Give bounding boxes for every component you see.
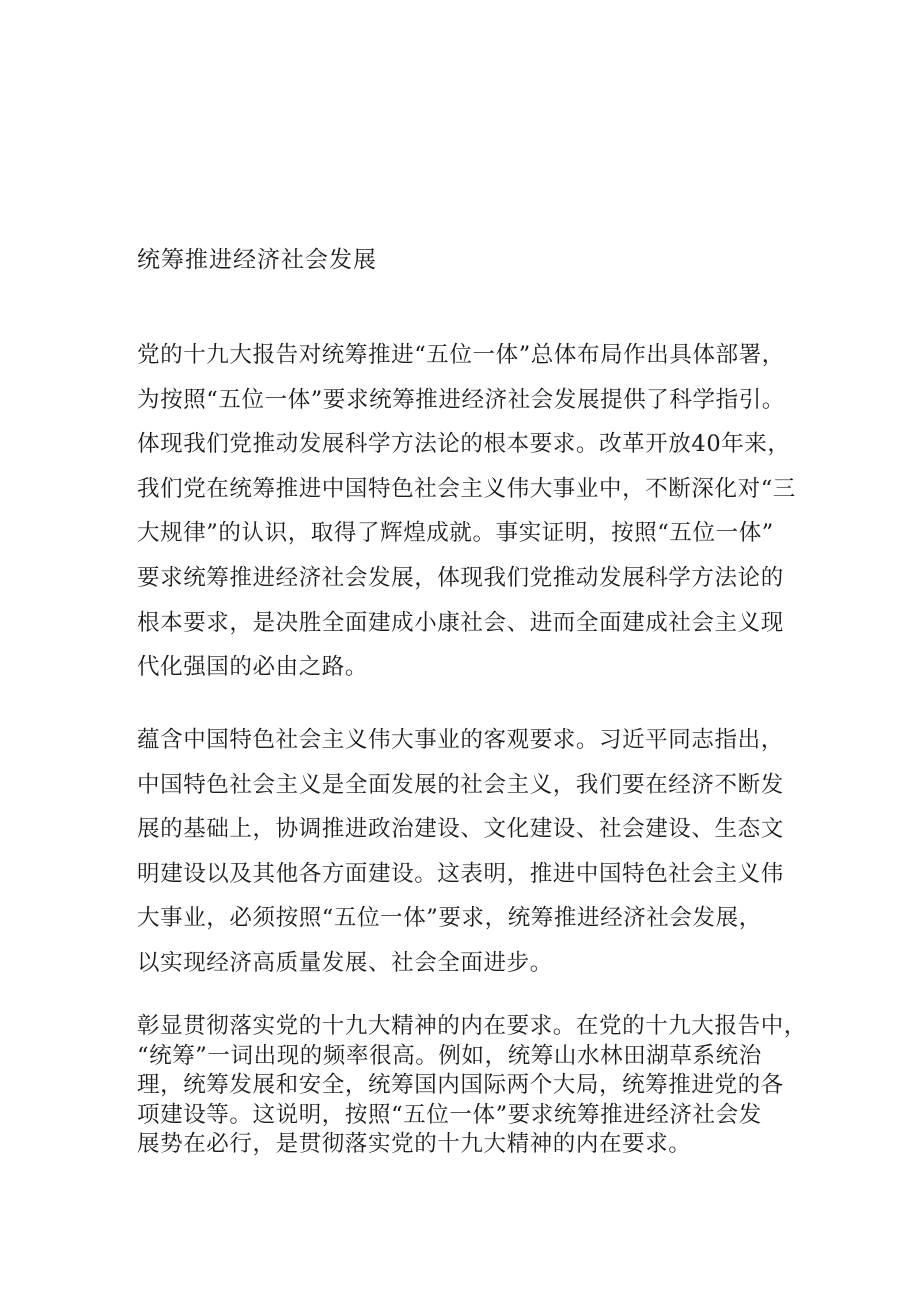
text-line: 为按照“五位一体”要求统筹推进经济社会发展提供了科学指引。 [137, 386, 785, 413]
text-line: 以实现经济高质量发展、社会全面进步。 [137, 949, 553, 976]
text-line: “统筹”一词出现的频率很高。例如，统筹山水林田湖草系统治 [137, 1042, 762, 1069]
text-line: 党的十九大报告对统筹推进“五位一体”总体布局作出具体部署， [137, 342, 785, 368]
text-line: 大规律”的认识，取得了辉煌成就。事实证明，按照“五位一体” [137, 520, 774, 547]
text-line: 展的基础上，协调推进政治建设、文化建设、社会建设、生态文 [137, 816, 784, 843]
paragraph-2 [137, 718, 817, 986]
text-line: 项建设等。这说明，按照“五位一体”要求统筹推进经济社会发 [137, 1101, 762, 1128]
text-line: 大事业，必须按照“五位一体”要求，统筹推进经济社会发展， [137, 905, 762, 932]
document-title: 统筹推进经济社会发展 [137, 247, 377, 273]
text-line: 中国特色社会主义是全面发展的社会主义，我们要在经济不断发 [137, 771, 784, 798]
text-line: 彰显贯彻落实党的十九大精神的内在要求。在党的十九大报告中， [137, 1013, 807, 1039]
text-line: 明建设以及其他各方面建设。这表明，推进中国特色社会主义伟 [137, 860, 784, 887]
paragraph-3 [137, 1012, 817, 1160]
text-line: 展势在必行，是贯彻落实党的十九大精神的内在要求。 [137, 1131, 692, 1157]
text-line: 根本要求，是决胜全面建成小康社会、进而全面建成社会主义现 [137, 609, 784, 636]
paragraph-1 [137, 333, 817, 690]
text-line: 理，统筹发展和安全，统筹国内国际两个大局，统筹推进党的各 [137, 1072, 784, 1098]
text-line: 要求统筹推进经济社会发展，体现我们党推动发展科学方法论的 [137, 564, 784, 591]
text-line: 体现我们党推动发展科学方法论的根本要求。改革开放40年来， [137, 431, 791, 458]
text-line: 蕴含中国特色社会主义伟大事业的客观要求。习近平同志指出， [137, 727, 784, 753]
text-line: 我们党在统筹推进中国特色社会主义伟大事业中，不断深化对“三 [137, 475, 796, 502]
text-line: 代化强国的必由之路。 [137, 654, 369, 681]
